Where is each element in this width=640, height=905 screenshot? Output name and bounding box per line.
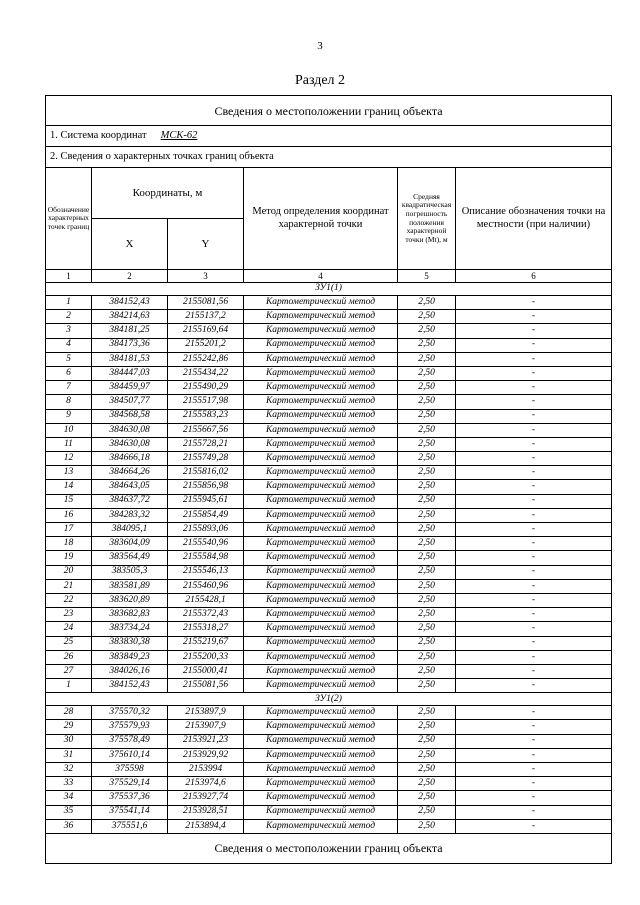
method-cell: Картометрический метод [244,805,398,819]
y-cell: 2153929,92 [168,748,244,762]
method-cell: Картометрический метод [244,537,398,551]
description-cell: - [456,734,612,748]
description-cell: - [456,819,612,833]
point-id-cell: 7 [46,381,92,395]
column-number: 1 [46,270,92,283]
table-row [46,366,612,380]
description-cell: - [456,395,612,409]
group-header-row [46,693,612,706]
point-id-cell: 31 [46,748,92,762]
column-number: 6 [456,270,612,283]
description-cell: - [456,452,612,466]
x-cell: 375610,14 [92,748,168,762]
x-cell: 375570,32 [92,706,168,720]
point-id-cell: 33 [46,777,92,791]
method-cell: Картометрический метод [244,664,398,678]
coord-system-value: МСК-62 [160,129,198,141]
description-cell: - [456,310,612,324]
method-cell: Картометрический метод [244,579,398,593]
y-cell: 2155490,29 [168,381,244,395]
x-cell: 375551,6 [92,819,168,833]
accuracy-cell: 2,50 [398,565,456,579]
x-cell: 375529,14 [92,777,168,791]
x-cell: 383564,49 [92,551,168,565]
method-cell: Картометрический метод [244,452,398,466]
method-cell: Картометрический метод [244,324,398,338]
x-cell: 383682,83 [92,608,168,622]
method-cell: Картометрический метод [244,523,398,537]
point-id-cell: 24 [46,622,92,636]
y-cell: 2155546,13 [168,565,244,579]
y-cell: 2153927,74 [168,791,244,805]
table-row [46,296,612,310]
y-cell: 2155242,86 [168,352,244,366]
description-cell: - [456,791,612,805]
x-cell: 384026,16 [92,664,168,678]
point-id-cell: 32 [46,763,92,777]
x-cell: 375598 [92,763,168,777]
description-cell: - [456,706,612,720]
x-cell: 375579,93 [92,720,168,734]
y-cell: 2155372,43 [168,608,244,622]
method-cell: Картометрический метод [244,551,398,565]
accuracy-cell: 2,50 [398,296,456,310]
table-row [46,819,612,833]
accuracy-cell: 2,50 [398,608,456,622]
x-cell: 383734,24 [92,622,168,636]
table-row [46,593,612,607]
point-id-cell: 1 [46,296,92,310]
y-cell: 2155816,02 [168,466,244,480]
method-cell: Картометрический метод [244,366,398,380]
method-cell: Картометрический метод [244,310,398,324]
description-cell: - [456,494,612,508]
method-cell: Картометрический метод [244,395,398,409]
x-cell: 384630,08 [92,437,168,451]
y-cell: 2155137,2 [168,310,244,324]
method-cell: Картометрический метод [244,593,398,607]
point-id-cell: 35 [46,805,92,819]
section-title: Раздел 2 [294,73,346,88]
column-number: 4 [244,270,398,283]
y-cell: 2155893,06 [168,523,244,537]
boundary-table-body [46,96,612,864]
accuracy-cell: 2,50 [398,777,456,791]
accuracy-cell: 2,50 [398,395,456,409]
accuracy-cell: 2,50 [398,622,456,636]
header-x: X [92,219,168,270]
method-cell: Картометрический метод [244,650,398,664]
table-row [46,608,612,622]
description-cell: - [456,805,612,819]
y-cell: 2153921,23 [168,734,244,748]
table-row [46,650,612,664]
point-id-cell: 5 [46,352,92,366]
y-cell: 2153928,51 [168,805,244,819]
y-cell: 2155081,56 [168,296,244,310]
method-cell: Картометрический метод [244,296,398,310]
point-id-cell: 14 [46,480,92,494]
table-row [46,423,612,437]
description-cell: - [456,409,612,423]
method-cell: Картометрический метод [244,352,398,366]
x-cell: 375578,49 [92,734,168,748]
point-id-cell: 11 [46,437,92,451]
point-id-cell: 23 [46,608,92,622]
point-id-cell: 17 [46,523,92,537]
y-cell: 2153897,9 [168,706,244,720]
coord-system-row [46,126,612,147]
y-cell: 2153974,6 [168,777,244,791]
table-row [46,452,612,466]
method-cell: Картометрический метод [244,791,398,805]
description-cell: - [456,636,612,650]
accuracy-cell: 2,50 [398,720,456,734]
description-cell: - [456,366,612,380]
description-cell: - [456,324,612,338]
table-row [46,409,612,423]
point-id-cell: 16 [46,508,92,522]
point-id-cell: 21 [46,579,92,593]
y-cell: 2155201,2 [168,338,244,352]
table-row [46,636,612,650]
description-cell: - [456,480,612,494]
accuracy-cell: 2,50 [398,352,456,366]
y-cell: 2155728,21 [168,437,244,451]
description-cell: - [456,423,612,437]
page-number: 3 [317,40,323,52]
point-id-cell: 34 [46,791,92,805]
x-cell: 384447,03 [92,366,168,380]
y-cell: 2155583,23 [168,409,244,423]
y-cell: 2155584,98 [168,551,244,565]
accuracy-cell: 2,50 [398,706,456,720]
x-cell: 384459,97 [92,381,168,395]
accuracy-cell: 2,50 [398,494,456,508]
method-cell: Картометрический метод [244,409,398,423]
point-id-cell: 12 [46,452,92,466]
accuracy-cell: 2,50 [398,423,456,437]
accuracy-cell: 2,50 [398,466,456,480]
point-id-cell: 9 [46,409,92,423]
x-cell: 383505,3 [92,565,168,579]
description-cell: - [456,437,612,451]
table-row [46,679,612,693]
y-cell: 2155517,98 [168,395,244,409]
x-cell: 384630,08 [92,423,168,437]
x-cell: 383581,89 [92,579,168,593]
accuracy-cell: 2,50 [398,748,456,762]
x-cell: 375541,14 [92,805,168,819]
group-name: ЗУ1(2) [46,693,612,706]
group-name: ЗУ1(1) [46,283,612,296]
point-id-cell: 3 [46,324,92,338]
accuracy-cell: 2,50 [398,734,456,748]
point-id-cell: 29 [46,720,92,734]
x-cell: 384152,43 [92,679,168,693]
x-cell: 384637,72 [92,494,168,508]
point-id-cell: 10 [46,423,92,437]
x-cell: 384095,1 [92,523,168,537]
column-number: 2 [92,270,168,283]
column-number: 3 [168,270,244,283]
description-cell: - [456,622,612,636]
description-cell: - [456,579,612,593]
column-numbers-row [46,270,612,283]
x-cell: 375537,36 [92,791,168,805]
boundary-table [45,95,612,864]
y-cell: 2155000,41 [168,664,244,678]
accuracy-cell: 2,50 [398,310,456,324]
point-id-cell: 6 [46,366,92,380]
method-cell: Картометрический метод [244,423,398,437]
table-row [46,748,612,762]
y-cell: 2155854,49 [168,508,244,522]
table-row [46,734,612,748]
accuracy-cell: 2,50 [398,763,456,777]
point-id-cell: 19 [46,551,92,565]
accuracy-cell: 2,50 [398,805,456,819]
method-cell: Картометрический метод [244,819,398,833]
table-row [46,352,612,366]
method-cell: Картометрический метод [244,679,398,693]
method-cell: Картометрический метод [244,508,398,522]
point-id-cell: 2 [46,310,92,324]
point-id-cell: 28 [46,706,92,720]
accuracy-cell: 2,50 [398,437,456,451]
group-header-row [46,283,612,296]
header-accuracy: Средняя квадратическая погрешность положения характерной точки (Мt), м [398,168,456,270]
accuracy-cell: 2,50 [398,664,456,678]
table-row [46,551,612,565]
y-cell: 2155667,56 [168,423,244,437]
table-row [46,508,612,522]
table-row [46,579,612,593]
description-cell: - [456,338,612,352]
point-id-cell: 18 [46,537,92,551]
points-info-label: 2. Сведения о характерных точках границ объекта [46,147,612,168]
description-cell: - [456,296,612,310]
accuracy-cell: 2,50 [398,679,456,693]
accuracy-cell: 2,50 [398,791,456,805]
method-cell: Картометрический метод [244,381,398,395]
table-row [46,537,612,551]
accuracy-cell: 2,50 [398,537,456,551]
x-cell: 384643,05 [92,480,168,494]
method-cell: Картометрический метод [244,338,398,352]
table-row [46,565,612,579]
table-row [46,310,612,324]
y-cell: 2153894,4 [168,819,244,833]
accuracy-cell: 2,50 [398,593,456,607]
method-cell: Картометрический метод [244,706,398,720]
table-row [46,338,612,352]
method-cell: Картометрический метод [244,480,398,494]
accuracy-cell: 2,50 [398,636,456,650]
header-y: Y [168,219,244,270]
point-id-cell: 25 [46,636,92,650]
description-cell: - [456,466,612,480]
x-cell: 384664,26 [92,466,168,480]
description-cell: - [456,381,612,395]
description-cell: - [456,551,612,565]
point-id-cell: 26 [46,650,92,664]
method-cell: Картометрический метод [244,565,398,579]
y-cell: 2155318,27 [168,622,244,636]
description-cell: - [456,593,612,607]
method-cell: Картометрический метод [244,720,398,734]
table-row [46,777,612,791]
footer-title: Сведения о местоположении границ объекта [46,833,612,863]
header-description: Описание обозначения точки на местности (при наличии) [456,168,612,270]
point-id-cell: 13 [46,466,92,480]
x-cell: 384173,36 [92,338,168,352]
point-id-cell: 36 [46,819,92,833]
description-cell: - [456,565,612,579]
table-row [46,622,612,636]
method-cell: Картометрический метод [244,777,398,791]
y-cell: 2153907,9 [168,720,244,734]
x-cell: 383620,89 [92,593,168,607]
y-cell: 2155460,96 [168,579,244,593]
description-cell: - [456,763,612,777]
description-cell: - [456,650,612,664]
table-row [46,324,612,338]
description-cell: - [456,537,612,551]
y-cell: 2155540,96 [168,537,244,551]
accuracy-cell: 2,50 [398,650,456,664]
description-cell: - [456,608,612,622]
y-cell: 2155856,98 [168,480,244,494]
table-row [46,437,612,451]
point-id-cell: 1 [46,679,92,693]
table-row [46,763,612,777]
y-cell: 2155219,67 [168,636,244,650]
description-cell: - [456,523,612,537]
description-cell: - [456,748,612,762]
accuracy-cell: 2,50 [398,338,456,352]
header-method: Метод определения координат характерной точки [244,168,398,270]
accuracy-cell: 2,50 [398,819,456,833]
table-row [46,706,612,720]
column-number: 5 [398,270,456,283]
point-id-cell: 22 [46,593,92,607]
header-coords: Координаты, м [92,168,244,219]
description-cell: - [456,508,612,522]
accuracy-cell: 2,50 [398,324,456,338]
accuracy-cell: 2,50 [398,409,456,423]
x-cell: 384181,25 [92,324,168,338]
x-cell: 383604,09 [92,537,168,551]
table-row [46,466,612,480]
description-cell: - [456,720,612,734]
x-cell: 384666,18 [92,452,168,466]
method-cell: Картометрический метод [244,437,398,451]
accuracy-cell: 2,50 [398,366,456,380]
method-cell: Картометрический метод [244,494,398,508]
point-id-cell: 30 [46,734,92,748]
method-cell: Картометрический метод [244,763,398,777]
method-cell: Картометрический метод [244,734,398,748]
y-cell: 2155428,1 [168,593,244,607]
x-cell: 383830,38 [92,636,168,650]
x-cell: 384507,77 [92,395,168,409]
method-cell: Картометрический метод [244,622,398,636]
x-cell: 384152,43 [92,296,168,310]
accuracy-cell: 2,50 [398,381,456,395]
y-cell: 2155749,28 [168,452,244,466]
x-cell: 384283,32 [92,508,168,522]
y-cell: 2155169,64 [168,324,244,338]
point-id-cell: 27 [46,664,92,678]
table-row [46,720,612,734]
accuracy-cell: 2,50 [398,508,456,522]
accuracy-cell: 2,50 [398,579,456,593]
description-cell: - [456,777,612,791]
table-row [46,395,612,409]
description-cell: - [456,352,612,366]
method-cell: Картометрический метод [244,636,398,650]
point-id-cell: 4 [46,338,92,352]
method-cell: Картометрический метод [244,748,398,762]
table-row [46,494,612,508]
table-row [46,805,612,819]
footer-row [46,833,612,863]
table-row [46,523,612,537]
table-row [46,480,612,494]
method-cell: Картометрический метод [244,466,398,480]
header-point-id: Обозначение характерных точек границ [46,168,92,270]
y-cell: 2155200,33 [168,650,244,664]
y-cell: 2155081,56 [168,679,244,693]
y-cell: 2153994 [168,763,244,777]
table-row [46,381,612,395]
accuracy-cell: 2,50 [398,523,456,537]
y-cell: 2155945,61 [168,494,244,508]
point-id-cell: 8 [46,395,92,409]
x-cell: 384181,53 [92,352,168,366]
point-id-cell: 20 [46,565,92,579]
y-cell: 2155434,22 [168,366,244,380]
table-row [46,791,612,805]
x-cell: 384568,58 [92,409,168,423]
description-cell: - [456,679,612,693]
coord-system-label: 1. Система координат [50,129,147,141]
point-id-cell: 15 [46,494,92,508]
accuracy-cell: 2,50 [398,551,456,565]
method-cell: Картометрический метод [244,608,398,622]
table-row [46,664,612,678]
accuracy-cell: 2,50 [398,480,456,494]
x-cell: 383849,23 [92,650,168,664]
accuracy-cell: 2,50 [398,452,456,466]
table-title: Сведения о местоположении границ объекта [46,96,612,126]
x-cell: 384214,63 [92,310,168,324]
description-cell: - [456,664,612,678]
